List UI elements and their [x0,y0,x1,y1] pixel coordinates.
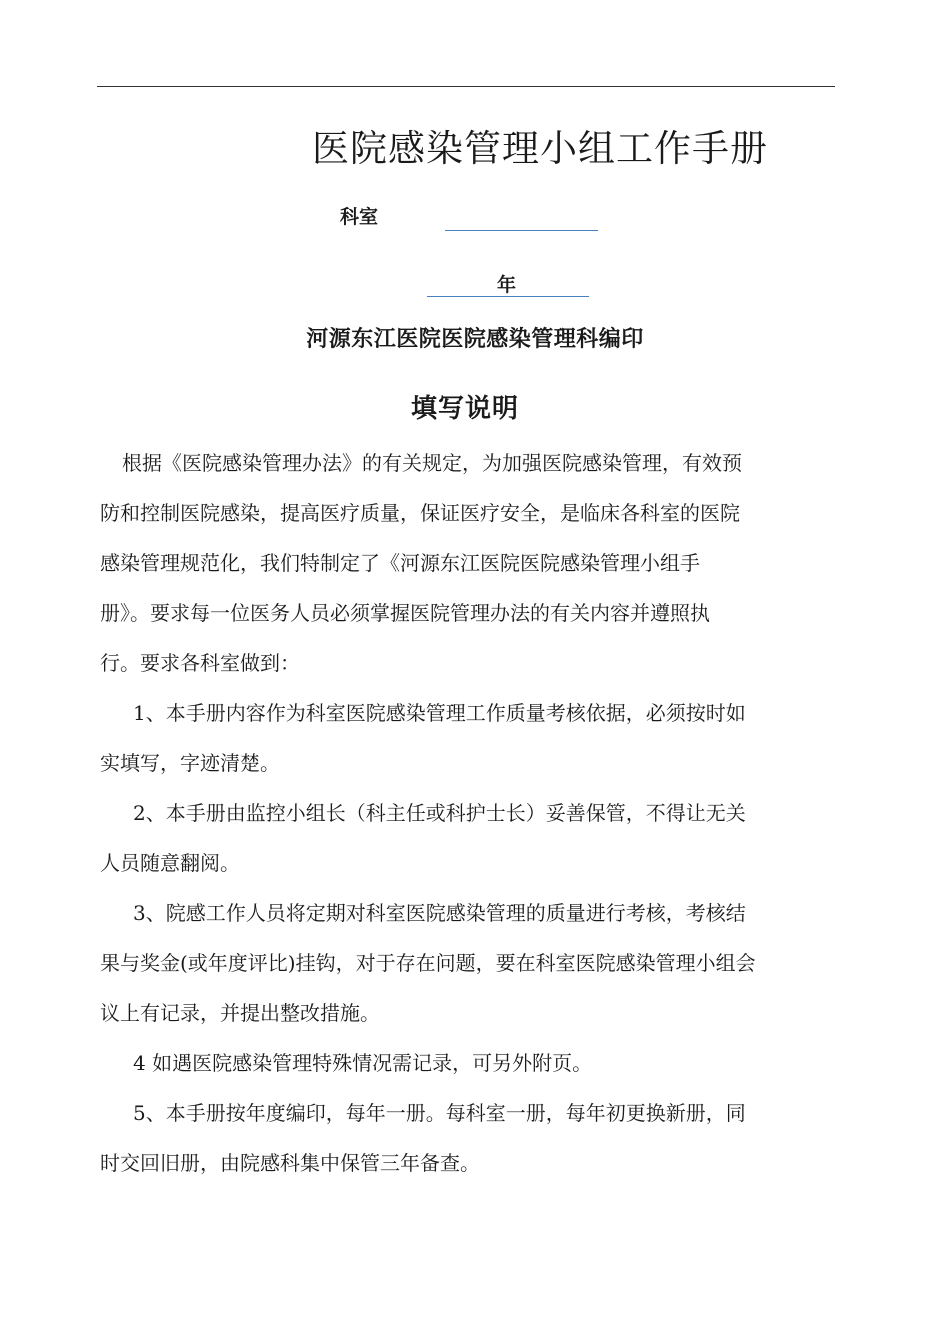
intro-line: 根据《医院感染管理办法》的有关规定，为加强医院感染管理，有效预 [122,451,742,475]
item-line: 4 如遇医院感染管理特殊情况需记录，可另外附页。 [133,1051,593,1075]
item-line: 1、本手册内容作为科室医院感染管理工作质量考核依据，必须按时如 [133,701,746,725]
item-line: 时交回旧册，由院感科集中保管三年备查。 [100,1151,480,1175]
item-line: 实填写，字迹清楚。 [100,751,280,775]
intro-paragraph [100,438,835,688]
intro-line: 册》。要求每一位医务人员必须掌握医院管理办法的有关内容并遵照执 [100,601,710,625]
intro-line: 行。要求各科室做到： [100,651,300,675]
instruction-item-4 [100,1038,835,1088]
year-label: 年 [497,274,517,296]
instruction-item-5 [100,1088,835,1188]
item-line: 3、院感工作人员将定期对科室医院感染管理的质量进行考核，考核结 [133,901,746,925]
item-line: 2、本手册由监控小组长（科主任或科护士长）妥善保管，不得让无关 [133,801,746,825]
department-label: 科室 [340,206,379,228]
instruction-item-2 [100,788,835,888]
section-heading: 填写说明 [410,394,519,424]
year-blank-line [427,296,589,297]
instruction-item-1 [100,688,835,788]
instruction-item-3 [100,888,835,1038]
item-line: 果与奖金(或年度评比)挂钩，对于存在问题，要在科室医院感染管理小组会 [100,951,756,975]
intro-line: 感染管理规范化，我们特制定了《河源东江医院医院感染管理小组手 [100,551,700,575]
publisher-line: 河源东江医院医院感染管理科编印 [306,327,644,352]
instructions-body [100,438,835,1188]
document-title: 医院感染管理小组工作手册 [312,127,768,170]
item-line: 人员随意翻阅。 [100,851,240,875]
intro-line: 防和控制医院感染，提高医疗质量，保证医疗安全，是临床各科室的医院 [100,501,740,525]
department-blank-line [445,230,598,231]
item-line: 议上有记录，并提出整改措施。 [100,1001,380,1025]
header-rule [97,86,835,87]
item-line: 5、本手册按年度编印，每年一册。每科室一册，每年初更换新册，同 [133,1101,746,1125]
